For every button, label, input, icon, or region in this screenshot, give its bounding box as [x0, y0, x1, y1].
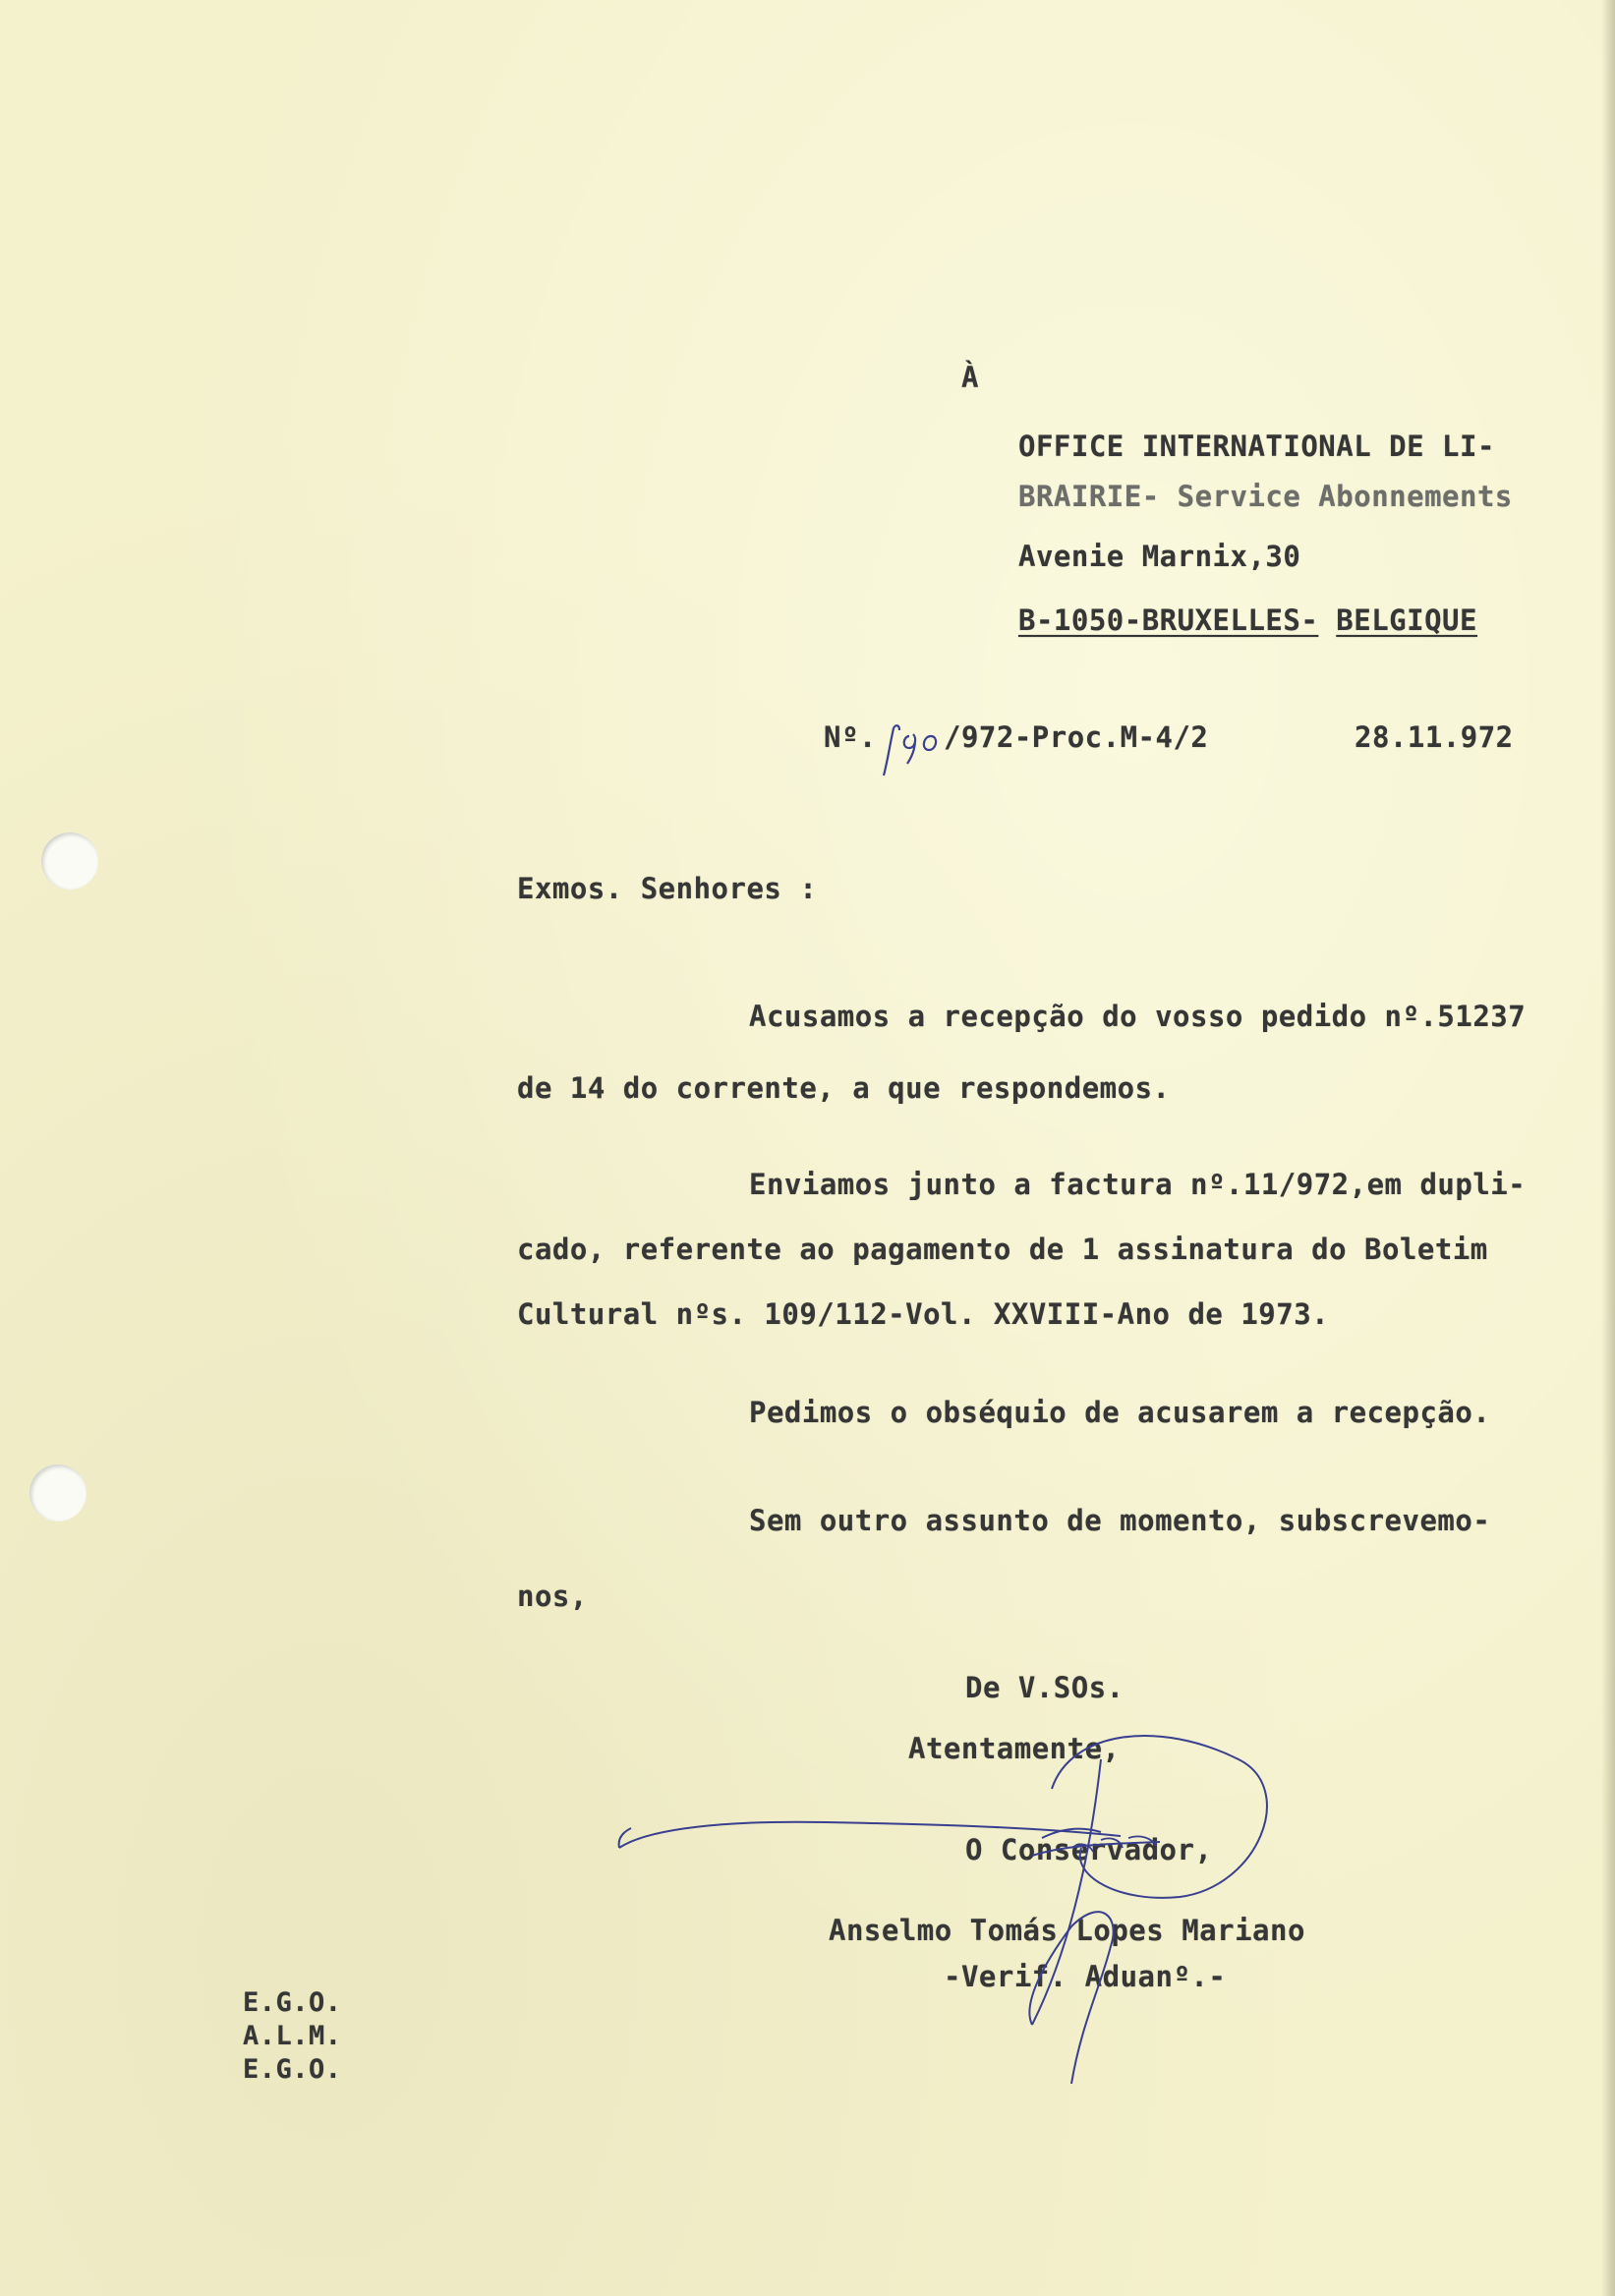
body-p2-line3: Cultural nºs. 109/112-Vol. XXVIII-Ano de 1973.	[517, 1297, 1330, 1331]
closing-line-2: Atentamente,	[908, 1732, 1121, 1765]
body-p4-line1: Sem outro assunto de momento, subscrevemo-	[749, 1504, 1491, 1537]
body-p3-line1: Pedimos o obséquio de acusarem a recepção.	[749, 1396, 1491, 1429]
reference-prefix: Nº.	[824, 720, 877, 754]
page-edge-shadow	[1601, 0, 1615, 2296]
closing-line-1: De V.SOs.	[965, 1671, 1125, 1704]
signatory-title: -Verif. Aduanº.-	[944, 1960, 1227, 1993]
punch-hole-bottom	[29, 1464, 87, 1521]
punch-hole-top	[41, 832, 98, 890]
body-p1-line2: de 14 do corrente, a que respondemos.	[517, 1071, 1171, 1105]
greeting: Exmos. Senhores :	[517, 872, 818, 905]
initials-line-3: E.G.O.	[243, 2054, 342, 2085]
recipient-line-1: OFFICE INTERNATIONAL DE LI-	[1018, 430, 1495, 463]
recipient-city: B-1050-BRUXELLES-	[1018, 603, 1319, 637]
recipient-country: BELGIQUE	[1336, 603, 1477, 637]
closing-line-3: O Conservador,	[965, 1833, 1213, 1866]
letter-date: 28.11.972	[1355, 720, 1514, 754]
recipient-line-3: Avenie Marnix,30	[1018, 540, 1301, 573]
signatory-name: Anselmo Tomás Lopes Mariano	[829, 1914, 1305, 1947]
recipient-line-2: BRAIRIE- Service Abonnements	[1018, 480, 1513, 513]
body-p2-line1: Enviamos junto a factura nº.11/972,em dupli-	[749, 1168, 1527, 1201]
addressee-marker: À	[961, 361, 979, 394]
reference-process: /972-Proc.M-4/2	[944, 720, 1209, 754]
body-p4-line2: nos,	[517, 1579, 588, 1613]
body-p2-line2: cado, referente ao pagamento de 1 assinatura do Boletim	[517, 1233, 1488, 1266]
handwritten-number-text: 190	[876, 702, 904, 720]
handwritten-reference-number	[876, 702, 954, 785]
recipient-line-4	[1018, 603, 1477, 637]
initials-line-2: A.L.M.	[243, 2021, 342, 2051]
body-p1-line1: Acusamos a recepção do vosso pedido nº.51237	[749, 1000, 1527, 1033]
initials-line-1: E.G.O.	[243, 1987, 342, 2018]
